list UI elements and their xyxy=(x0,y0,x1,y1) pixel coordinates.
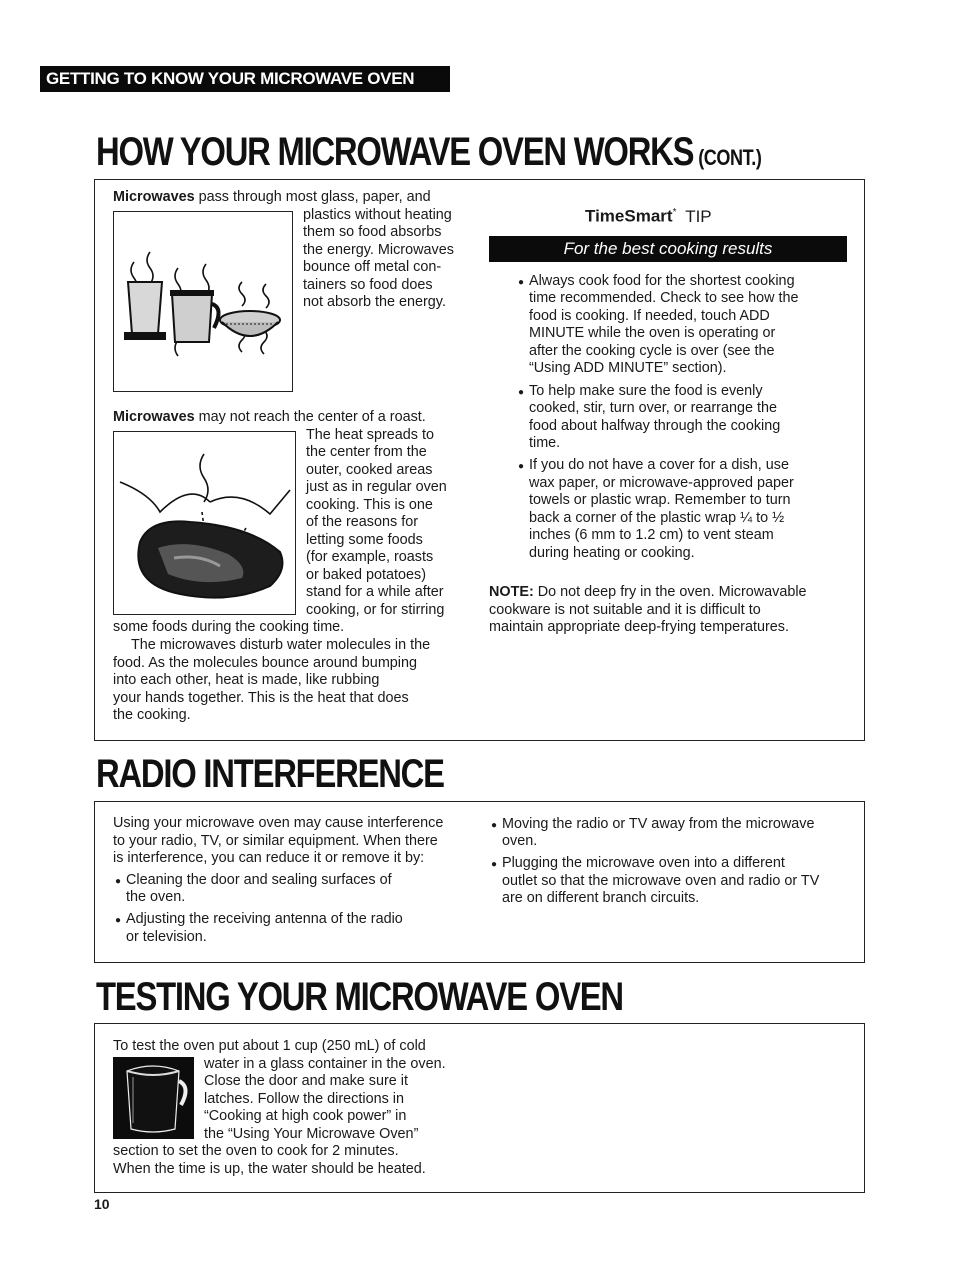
roast-line-9: (for example, roasts xyxy=(306,549,434,565)
radio-left-bullet-1-line-1 xyxy=(126,872,392,890)
tip-bullet-2-line-2: cooked, stir, turn over, or rearrange the xyxy=(529,400,777,416)
tip-bullet-2-text-1: To help make sure the food is evenly xyxy=(529,383,763,399)
page-number: 10 xyxy=(94,1196,110,1212)
molecule-line-2: food. As the molecules bounce around bumping xyxy=(113,655,418,671)
timesmart-logo: TimeSmart xyxy=(585,206,673,226)
radio-left-bullet-1-line-2: the oven. xyxy=(126,889,186,905)
roast-line-10: or baked potatoes) xyxy=(306,567,427,583)
containers-illustration xyxy=(113,211,293,392)
roast-line-13: some foods during the cooking time. xyxy=(113,619,345,635)
tip-bullet-3-line-1 xyxy=(529,457,789,475)
tip-label: TIP xyxy=(685,206,712,226)
note-text-1: Do not deep fry in the oven. Microwavable xyxy=(533,584,807,600)
molecule-line-5: the cooking. xyxy=(113,707,191,723)
tip-bullet-1-line-5: after the cooking cycle is over (see the xyxy=(529,343,775,359)
tip-bullet-3-text-1: If you do not have a cover for a dish, use xyxy=(529,457,789,473)
roast-illustration xyxy=(113,431,296,615)
testing-line-8: When the time is up, the water should be heated. xyxy=(113,1161,426,1177)
radio-left-bullet-1-text: Cleaning the door and sealing surfaces of xyxy=(126,872,392,888)
section-banner: GETTING TO KNOW YOUR MICROWAVE OVEN xyxy=(40,66,450,92)
measuring-cup-icon xyxy=(113,1057,194,1139)
molecule-line-1: The microwaves disturb water molecules in the xyxy=(131,637,431,653)
intro-line-2: plastics without heating xyxy=(303,207,452,223)
roast-line-12: cooking, or for stirring xyxy=(306,602,445,618)
tip-bullet-1-line-2: time recommended. Check to see how the xyxy=(529,290,799,306)
testing-line-4: latches. Follow the directions in xyxy=(204,1091,404,1107)
roast-line-1 xyxy=(113,409,426,427)
tip-bullet-3-line-3: towels or plastic wrap. Remember to turn xyxy=(529,492,791,508)
tip-bullet-1-line-4: MINUTE while the oven is operating or xyxy=(529,325,776,341)
tip-bullet-3-line-2: wax paper, or microwave-approved paper xyxy=(529,475,794,491)
note-line-1 xyxy=(489,584,807,602)
roast-bold: Microwaves xyxy=(113,409,195,425)
tip-bullet-1-line-1 xyxy=(529,273,795,291)
testing-line-7: section to set the oven to cook for 2 minutes. xyxy=(113,1143,399,1159)
radio-right-bullet-2-line-3: are on different branch circuits. xyxy=(502,890,700,906)
roast-line-11: stand for a while after xyxy=(306,584,444,600)
page-title-how-it-works xyxy=(96,130,761,180)
tip-bullet-1-line-6: “Using ADD MINUTE” section). xyxy=(529,360,727,376)
radio-right-bullet-1-text: Moving the radio or TV away from the microwave xyxy=(502,816,815,832)
radio-left-bullet-2-line-1 xyxy=(126,911,403,929)
roast-line-5: just as in regular oven xyxy=(306,479,447,495)
radio-intro-line-1: Using your microwave oven may cause interference xyxy=(113,815,444,831)
intro-text-1: pass through most glass, paper, and xyxy=(194,189,431,205)
intro-line-5: bounce off metal con- xyxy=(303,259,442,275)
tip-bullet-2-line-1 xyxy=(529,383,763,401)
tip-bar: For the best cooking results xyxy=(489,236,847,262)
note-line-2: cookware is not suitable and it is difficult to xyxy=(489,602,761,618)
containers-drawing xyxy=(114,212,292,391)
radio-intro-line-2: to your radio, TV, or similar equipment. When there xyxy=(113,833,438,849)
roast-line-8: letting some foods xyxy=(306,532,423,548)
tip-bullet-2-line-3: food about halfway through the cooking xyxy=(529,418,781,434)
intro-line-3: them so food absorbs xyxy=(303,224,442,240)
roast-line-6: cooking. This is one xyxy=(306,497,433,513)
title-cont: (CONT.) xyxy=(698,145,762,170)
tip-bullet-1-line-3: food is cooking. If needed, touch ADD xyxy=(529,308,770,324)
testing-line-2: water in a glass container in the oven. xyxy=(204,1056,446,1072)
roast-line-2: The heat spreads to xyxy=(306,427,434,443)
radio-right-bullet-2-line-2: outlet so that the microwave oven and radio or TV xyxy=(502,873,820,889)
page-title-radio-interference: RADIO INTERFERENCE xyxy=(96,752,444,796)
intro-line-7: not absorb the energy. xyxy=(303,294,446,310)
tip-bullet-2-line-4: time. xyxy=(529,435,561,451)
measuring-cup-illustration xyxy=(113,1057,194,1139)
title-main: HOW YOUR MICROWAVE OVEN WORKS xyxy=(96,130,694,174)
trademark-mark: * xyxy=(672,207,677,218)
testing-line-6: the “Using Your Microwave Oven” xyxy=(204,1126,419,1142)
note-label: NOTE: xyxy=(489,584,534,600)
radio-left-bullet-2-line-2: or television. xyxy=(126,929,207,945)
radio-right-bullet-1-line-1 xyxy=(502,816,814,834)
page-title-testing: TESTING YOUR MICROWAVE OVEN xyxy=(96,975,623,1019)
radio-left-bullet-2-text: Adjusting the receiving antenna of the radio xyxy=(126,911,403,927)
radio-right-bullet-2-text: Plugging the microwave oven into a different xyxy=(502,855,785,871)
timesmart-tip-heading xyxy=(585,203,712,227)
roast-drawing xyxy=(114,432,295,614)
intro-line-6: tainers so food does xyxy=(303,277,433,293)
roast-line-7: of the reasons for xyxy=(306,514,418,530)
testing-line-1: To test the oven put about 1 cup (250 mL) of cold xyxy=(113,1038,426,1054)
note-line-3: maintain appropriate deep-frying temperatures. xyxy=(489,619,789,635)
testing-line-3: Close the door and make sure it xyxy=(204,1073,408,1089)
tip-bullet-3-line-6: during heating or cooking. xyxy=(529,545,695,561)
molecule-line-4: your hands together. This is the heat that does xyxy=(113,690,409,706)
intro-bold: Microwaves xyxy=(113,189,195,205)
roast-line-3: the center from the xyxy=(306,444,427,460)
roast-line-4: outer, cooked areas xyxy=(306,462,433,478)
radio-intro-line-3: is interference, you can reduce it or remove it by: xyxy=(113,850,425,866)
intro-line-1 xyxy=(113,189,431,207)
roast-text-1: may not reach the center of a roast. xyxy=(194,409,426,425)
intro-line-4: the energy. Microwaves xyxy=(303,242,454,258)
radio-right-bullet-2-line-1 xyxy=(502,855,785,873)
molecule-line-3: into each other, heat is made, like rubbing xyxy=(113,672,380,688)
radio-right-bullet-1-line-2: oven. xyxy=(502,833,538,849)
tip-bullet-3-line-5: inches (6 mm to 1.2 cm) to vent steam xyxy=(529,527,774,543)
tip-bullet-3-line-4: back a corner of the plastic wrap ¼ to ½ xyxy=(529,510,785,526)
tip-bullet-1-text-1: Always cook food for the shortest cooking xyxy=(529,273,795,289)
testing-line-5: “Cooking at high cook power” in xyxy=(204,1108,407,1124)
